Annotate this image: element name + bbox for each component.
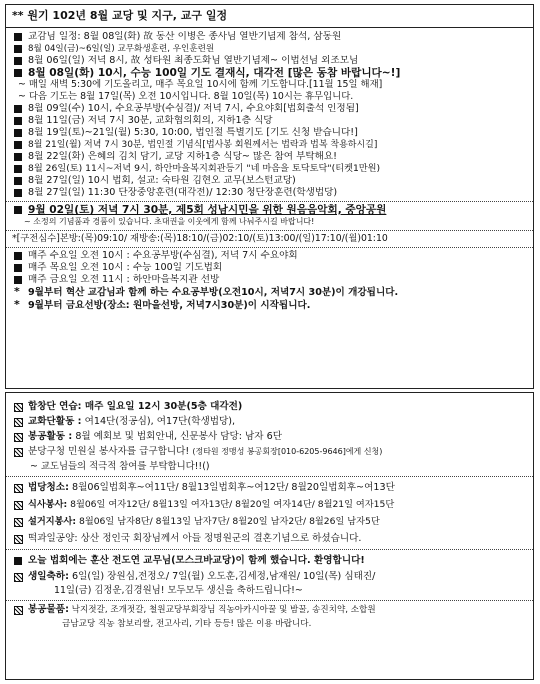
- schedule-item: 8월 11일(금) 저녁 7시 30분, 교화협의회의, 지하1층 식당: [6, 115, 533, 127]
- divider: [6, 247, 533, 248]
- black-square-icon: [14, 252, 22, 260]
- hatched-square-icon: [14, 501, 23, 510]
- prayer-note: ~ 다음 기도는 8월 17일(목) 오전 10시입니다. 8월 10일(목) 10시는 휴무입니다.: [18, 91, 354, 102]
- hatched-square-icon: [14, 606, 23, 615]
- cleaning-line: 법당청소: 8월06일법회후~여11단/ 8월13일법회후~여12단/ 8월20일법회후~여13단: [6, 479, 533, 496]
- asterisk-icon: *: [14, 286, 20, 298]
- recruit-line: 분당구청 민원실 봉사자를 급구합니다! (정타원 정맹성 봉공회장[010-6205-9646]에게 신청): [6, 444, 533, 459]
- dish-line: 설거지봉사: 8월06일 남자8단/ 8월13일 남자7단/ 8월20일 남자2단/ 8월26일 남자5단: [6, 513, 533, 530]
- black-square-icon: [14, 276, 22, 284]
- weekly-item: 매주 목요일 오전 10시 : 수능 100일 기도법회: [6, 262, 533, 274]
- black-square-icon: [14, 141, 22, 149]
- black-square-icon: [14, 33, 22, 41]
- hatched-square-icon: [14, 403, 23, 412]
- divider: [6, 600, 533, 601]
- weekly-item: 매주 금요일 오전 11시 : 하안마을복지관 선방: [6, 274, 533, 286]
- birthday-line-2: 11일(금) 김정운,김경원님! 모두모두 생신을 축하드립니다!~: [54, 585, 303, 596]
- black-square-icon: [14, 206, 22, 214]
- weekly-item: 매주 수요일 오전 10시 : 수요공부방(수심결), 저녁 7시 수요야회: [6, 250, 533, 262]
- schedule-item: 8월 04일(금)~6일(일) 교무화생훈련, 우인훈련원: [6, 43, 533, 55]
- hatched-square-icon: [14, 518, 23, 527]
- meal-line: 식사봉사: 8월06일 여자12단/ 8월13일 여자13단/ 8월20일 여자14단/ 8월21일 여자15단: [6, 496, 533, 513]
- schedule-item: 8월 19일(토)~21일(월) 5:30, 10:00, 법인절 특별기도 [기도 신청 받습니다!]: [6, 127, 533, 139]
- schedule-item: 8월 21일(월) 저녁 7시 30분, 법인절 기념식[법사봉 회원께서는 법락과 법복 착용하시길]: [6, 139, 533, 151]
- birthday-line: 생일축하: 6일(일) 장원심,전정오/ 7일(월) 오도훈,김세정,남재원/ 10일(목) 심태진/: [6, 569, 533, 584]
- rice-cake-line: 떡과일공양: 상산 정인국 회장님께서 아들 정명원군의 결혼기념으로 하셨습니다.: [6, 530, 533, 547]
- divider: [6, 549, 533, 550]
- asterisk-icon: *: [14, 299, 20, 311]
- divider: [6, 230, 533, 231]
- schedule-item: 8월 27일(일) 10시 법회, 설교: 숙타원 김현오 교무(보스턴교당): [6, 175, 533, 187]
- donation-line: 봉공물품: 낙지젓갈, 조개젓갈, 철원교당부회장님 직농아카시아꿀 및 밤꿀, 송진치약, 소합원: [6, 603, 533, 617]
- black-square-icon: [14, 189, 22, 197]
- black-square-icon: [14, 165, 22, 173]
- schedule-list: [6, 28, 533, 312]
- choir-line: 합창단 연습: 매주 일요일 12시 30분(5층 대각전): [6, 399, 533, 414]
- divider: [6, 476, 533, 477]
- black-square-icon: [14, 69, 22, 77]
- schedule-item: 8월 26일(토) 11시~저녁 9시, 하안마을복지회관등기 "네 마음을 토닥토닥"(티켓1만원): [6, 163, 533, 175]
- activities-box: [5, 392, 534, 680]
- black-square-icon: [14, 177, 22, 185]
- schedule-item: 8월 06일(일) 저녁 8시, 故 성타원 최종도화님 열반기념제~ 이법선님 외조모님: [6, 55, 533, 67]
- black-square-icon: [14, 153, 22, 161]
- activities-list: [6, 393, 533, 631]
- prayer-note: ~ 매일 새벽 5:30에 기도올리고, 매주 목요일 10시에 함께 기도합니다.[11월 15일 해재]: [18, 79, 383, 90]
- education-line: 교화단활동 : 여14단(정공심), 여17단(학생법당),: [6, 414, 533, 429]
- hatched-square-icon: [14, 418, 23, 427]
- black-square-icon: [14, 264, 22, 272]
- schedule-item: 교감님 일정: 8월 08일(화) 故 동산 이병은 종사님 열반기념제 참석, 삼동원: [6, 31, 533, 43]
- black-square-icon: [14, 105, 22, 113]
- hatched-square-icon: [14, 448, 23, 457]
- schedule-item-highlight: 8월 08일(화) 10시, 수능 100일 기도 결재식, 대각전 [많은 동참 바랍니다~!]: [6, 67, 533, 79]
- help-line: ~ 교도님들의 적극적 참여를 부탁합니다!!(): [30, 461, 210, 472]
- schedule-box: [5, 4, 534, 389]
- schedule-header: ** 원기 102년 8월 교당 및 지구, 교구 일정: [6, 5, 533, 28]
- black-square-icon: [14, 45, 22, 53]
- schedule-item: 8월 09일(수) 10시, 수요공부방(수심결)/ 저녁 7시, 수요야회[법회출석 인정됨]: [6, 103, 533, 115]
- visitor-line: 오늘 법회에는 훈산 전도연 교무님(모스크바교당)이 함께 했습니다. 환영합니다!: [6, 552, 533, 569]
- service-line: 봉공활동 : 8월 예회보 및 법회안내, 신문봉사 담당: 남자 6단: [6, 429, 533, 444]
- hatched-square-icon: [14, 535, 23, 544]
- broadcast-times: *[구전심수]본방:(목)09:10/ 재방송:(목)18:10/(금)02:10/(토)13:00/(일)17:10/(월)01:10: [12, 233, 388, 244]
- hatched-square-icon: [14, 573, 23, 582]
- donation-line-2: 금남교당 직농 참보리쌀, 전고사리, 기타 등등! 많은 이용 바랍니다.: [62, 619, 312, 629]
- black-square-icon: [14, 557, 22, 565]
- divider: [6, 201, 533, 202]
- schedule-item: 8월 22일(화) 은혜의 김치 담기, 교당 지하1층 식당~ 많은 참여 부탁해요!: [6, 151, 533, 163]
- notice-item: * 9월부터 금요선방(장소: 원마을선방, 저녁7시30분)이 시작됩니다.: [14, 299, 311, 311]
- black-square-icon: [14, 57, 22, 65]
- schedule-item: 8월 27일(일) 11:30 단장중앙훈련(대각전)/ 12:30 청단장훈련(학생법당): [6, 187, 533, 199]
- hatched-square-icon: [14, 433, 23, 442]
- notice-item: * 9월부터 혁산 교감님과 함께 하는 수요공부방(오전10시, 저녁7시 30분)이 개강됩니다.: [14, 286, 399, 298]
- black-square-icon: [14, 117, 22, 125]
- hatched-square-icon: [14, 484, 23, 493]
- concert-title: 9월 02일(토) 저녁 7시 30분, 제5회 성남시민을 위한 원음음악회, 중앙공원: [6, 204, 533, 216]
- black-square-icon: [14, 129, 22, 137]
- concert-note: ~ 소정의 기념품과 경품이 있습니다. 초대권을 이웃에게 함께 나눠주시길 바랍니다!: [24, 217, 315, 226]
